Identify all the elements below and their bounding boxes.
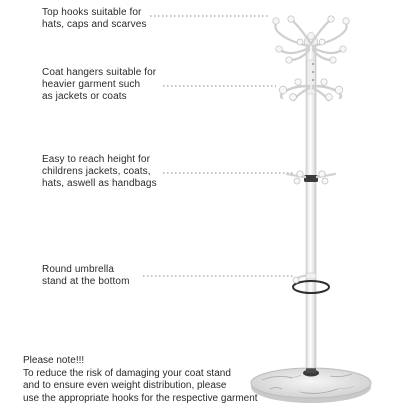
- callout-coat-hangers: Coat hangers suitable for heavier garment such as jackets or coats: [42, 67, 157, 102]
- please-note: [23, 355, 258, 405]
- note-line: To reduce the risk of damaging your coat stand: [23, 367, 231, 379]
- note-line: and to ensure even weight distribution, please: [23, 380, 227, 391]
- marble-base: [251, 366, 371, 403]
- callout-top-hooks: Top hooks suitable for hats, caps and scarves: [42, 7, 147, 30]
- note-heading: Please note!!!: [23, 355, 85, 366]
- callout-leaders: [143, 16, 294, 276]
- callout-umbrella-stand: Round umbrella stand at the bottom: [42, 264, 130, 287]
- note-line: use the appropriate hooks for the respective garment: [23, 392, 258, 404]
- callout-reach-height: Easy to reach height for childrens jackets, coats, hats, aswell as handbags: [42, 154, 157, 189]
